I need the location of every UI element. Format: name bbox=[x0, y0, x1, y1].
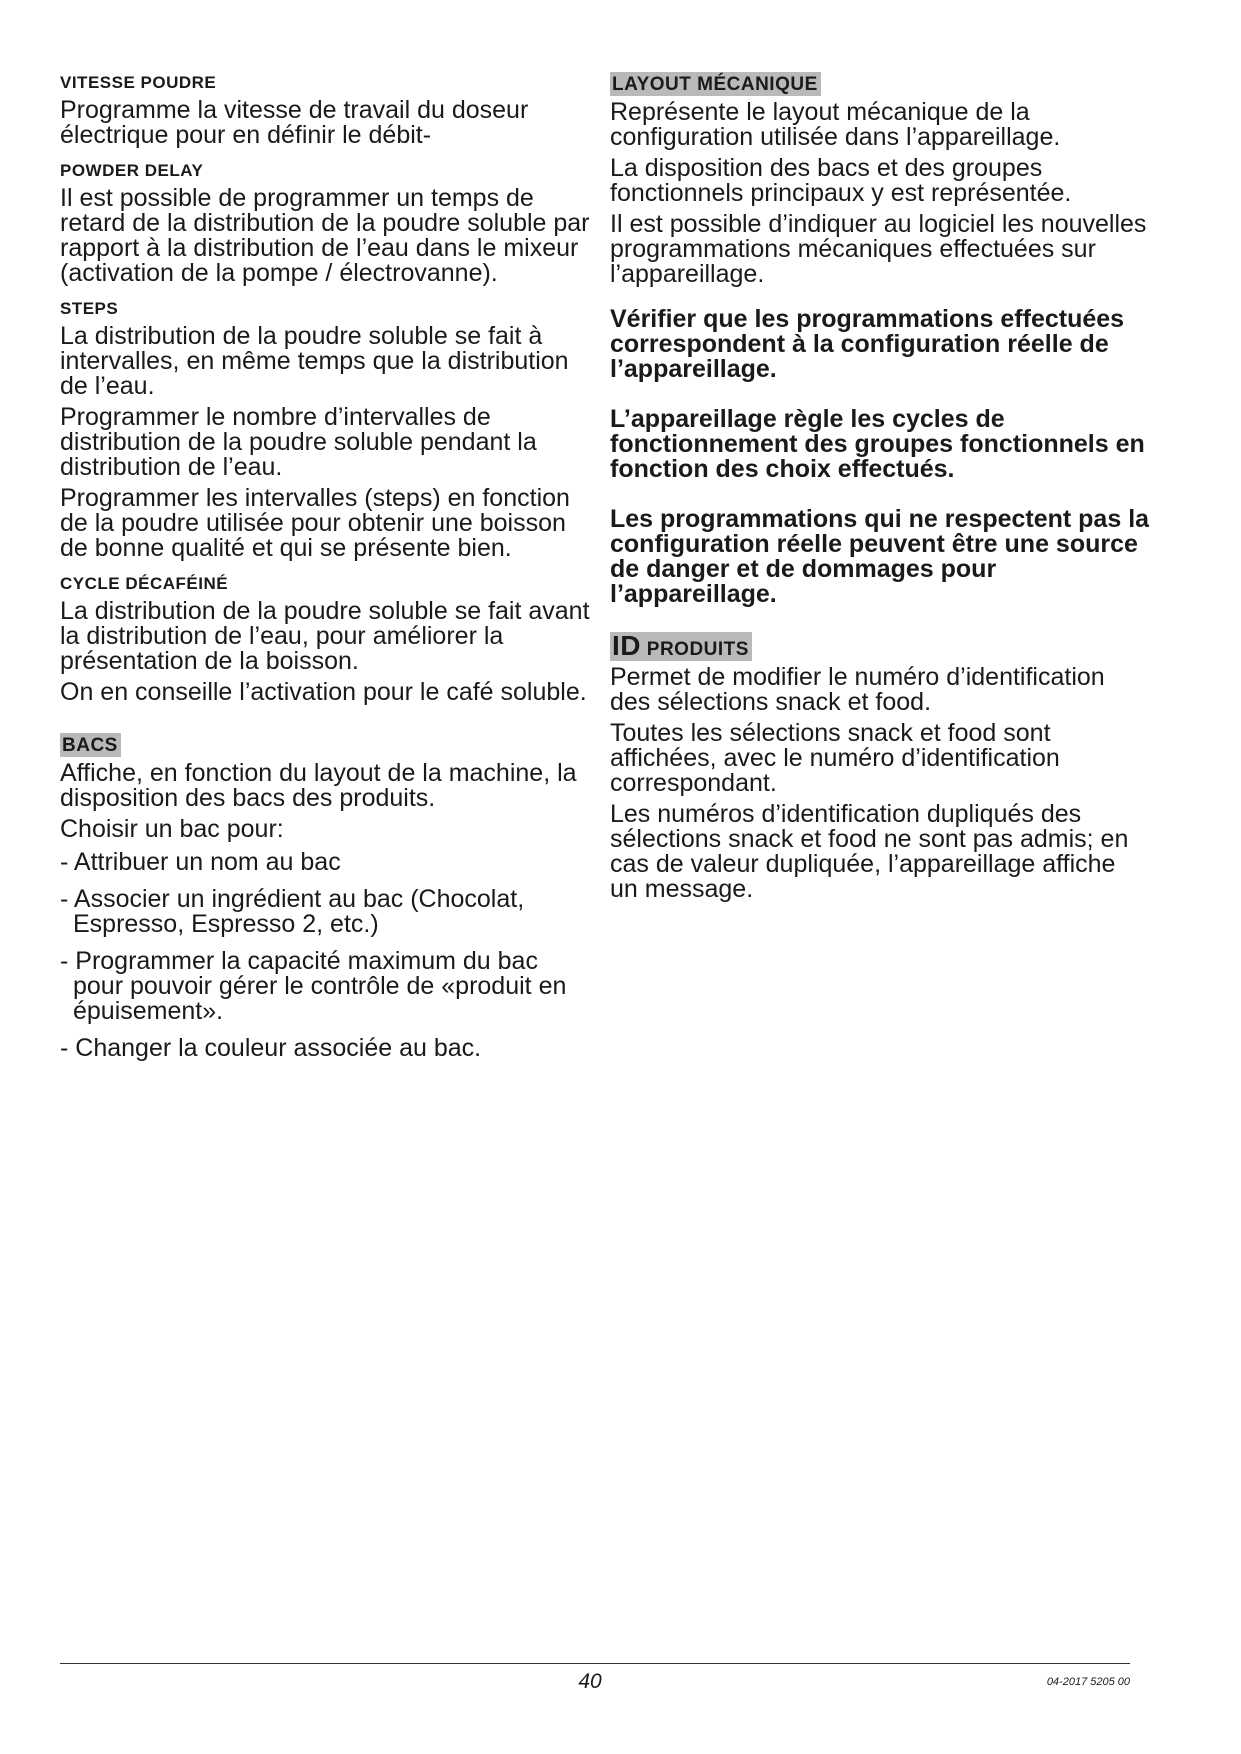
paragraph: La disposition des bacs et des groupes fonctionnels principaux y est représentée. bbox=[610, 154, 1072, 207]
paragraph: Les numéros d’identification dupliqués des sélections snack et food ne sont pas admis; en cas de valeur dupliquée, l’appareillage affiche un message. bbox=[610, 800, 1129, 903]
section-id-produits bbox=[610, 632, 1150, 902]
list-item: - Changer la couleur associée au bac. bbox=[60, 1034, 482, 1062]
paragraph: Programme la vitesse de travail du doseur électrique pour en définir le débit- bbox=[60, 96, 529, 149]
list-item: - Attribuer un nom au bac bbox=[60, 848, 341, 876]
footer-divider bbox=[60, 1663, 1130, 1664]
paragraph: Il est possible d’indiquer au logiciel les nouvelles programmations mécaniques effectuées sur l’appareillage. bbox=[610, 210, 1147, 288]
page-number: 40 bbox=[578, 1670, 602, 1693]
subheading-cycle-decafeine: CYCLE DÉCAFÉINÉ bbox=[60, 574, 229, 593]
section-bacs bbox=[60, 733, 590, 1061]
subheading-vitesse-poudre: VITESSE POUDRE bbox=[60, 73, 217, 92]
paragraph: La distribution de la poudre soluble se fait avant la distribution de l’eau, pour améliorer la présentation de la boisson. bbox=[60, 597, 590, 675]
subheading-steps: STEPS bbox=[60, 299, 119, 318]
paragraph: La distribution de la poudre soluble se fait à intervalles, en même temps que la distribution de l’eau. bbox=[60, 322, 569, 400]
heading-layout-mecanique: LAYOUT MÉCANIQUE bbox=[610, 72, 821, 96]
section-cycle-decafeine bbox=[60, 573, 590, 705]
section-layout-mecanique bbox=[610, 72, 1150, 287]
heading-produits-part: PRODUITS bbox=[646, 639, 749, 660]
document-code: 04-2017 5205 00 bbox=[1046, 1676, 1130, 1688]
list-item: - Associer un ingrédient au bac (Chocolat, Espresso, Espresso 2, etc.) bbox=[60, 885, 525, 938]
paragraph: Représente le layout mécanique de la configuration utilisée dans l’appareillage. bbox=[610, 98, 1061, 151]
heading-id-part: ID bbox=[612, 630, 641, 661]
list-item: - Programmer la capacité maximum du bac pour pouvoir gérer le contrôle de «produit en épuisement». bbox=[60, 947, 567, 1025]
heading-id-produits bbox=[610, 632, 752, 661]
warning-paragraph: Vérifier que les programmations effectuées correspondent à la configuration réelle de l’appareillage. bbox=[610, 305, 1125, 383]
paragraph: Programmer les intervalles (steps) en fonction de la poudre utilisée pour obtenir une boisson de bonne qualité et qui se présente bien. bbox=[60, 484, 570, 562]
section-vitesse-poudre bbox=[60, 72, 590, 148]
warning-paragraph: Les programmations qui ne respectent pas la configuration réelle peuvent être une source de danger et de dommages pour l’appareillage. bbox=[610, 505, 1150, 608]
paragraph: Toutes les sélections snack et food sont affichées, avec le numéro d’identification correspondant. bbox=[610, 719, 1060, 797]
section-powder-delay bbox=[60, 160, 590, 286]
bacs-options-list bbox=[60, 850, 590, 1061]
paragraph: Il est possible de programmer un temps de retard de la distribution de la poudre soluble par rapport à la distribution de l’eau dans le mixeur (activation de la pompe / électrovanne). bbox=[60, 184, 590, 287]
paragraph: Programmer le nombre d’intervalles de distribution de la poudre soluble pendant la distribution de l’eau. bbox=[60, 403, 537, 481]
subheading-powder-delay: POWDER DELAY bbox=[60, 161, 204, 180]
warning-paragraph: L’appareillage règle les cycles de fonctionnement des groupes fonctionnels en fonction des choix effectués. bbox=[610, 405, 1145, 483]
heading-bacs: BACS bbox=[60, 733, 121, 757]
left-column bbox=[60, 72, 590, 1073]
section-steps bbox=[60, 298, 590, 561]
paragraph: Choisir un bac pour: bbox=[60, 815, 284, 843]
paragraph: On en conseille l’activation pour le café soluble. bbox=[60, 678, 587, 706]
right-column bbox=[610, 72, 1150, 914]
paragraph: Permet de modifier le numéro d’identification des sélections snack et food. bbox=[610, 663, 1105, 716]
paragraph: Affiche, en fonction du layout de la machine, la disposition des bacs des produits. bbox=[60, 759, 577, 812]
